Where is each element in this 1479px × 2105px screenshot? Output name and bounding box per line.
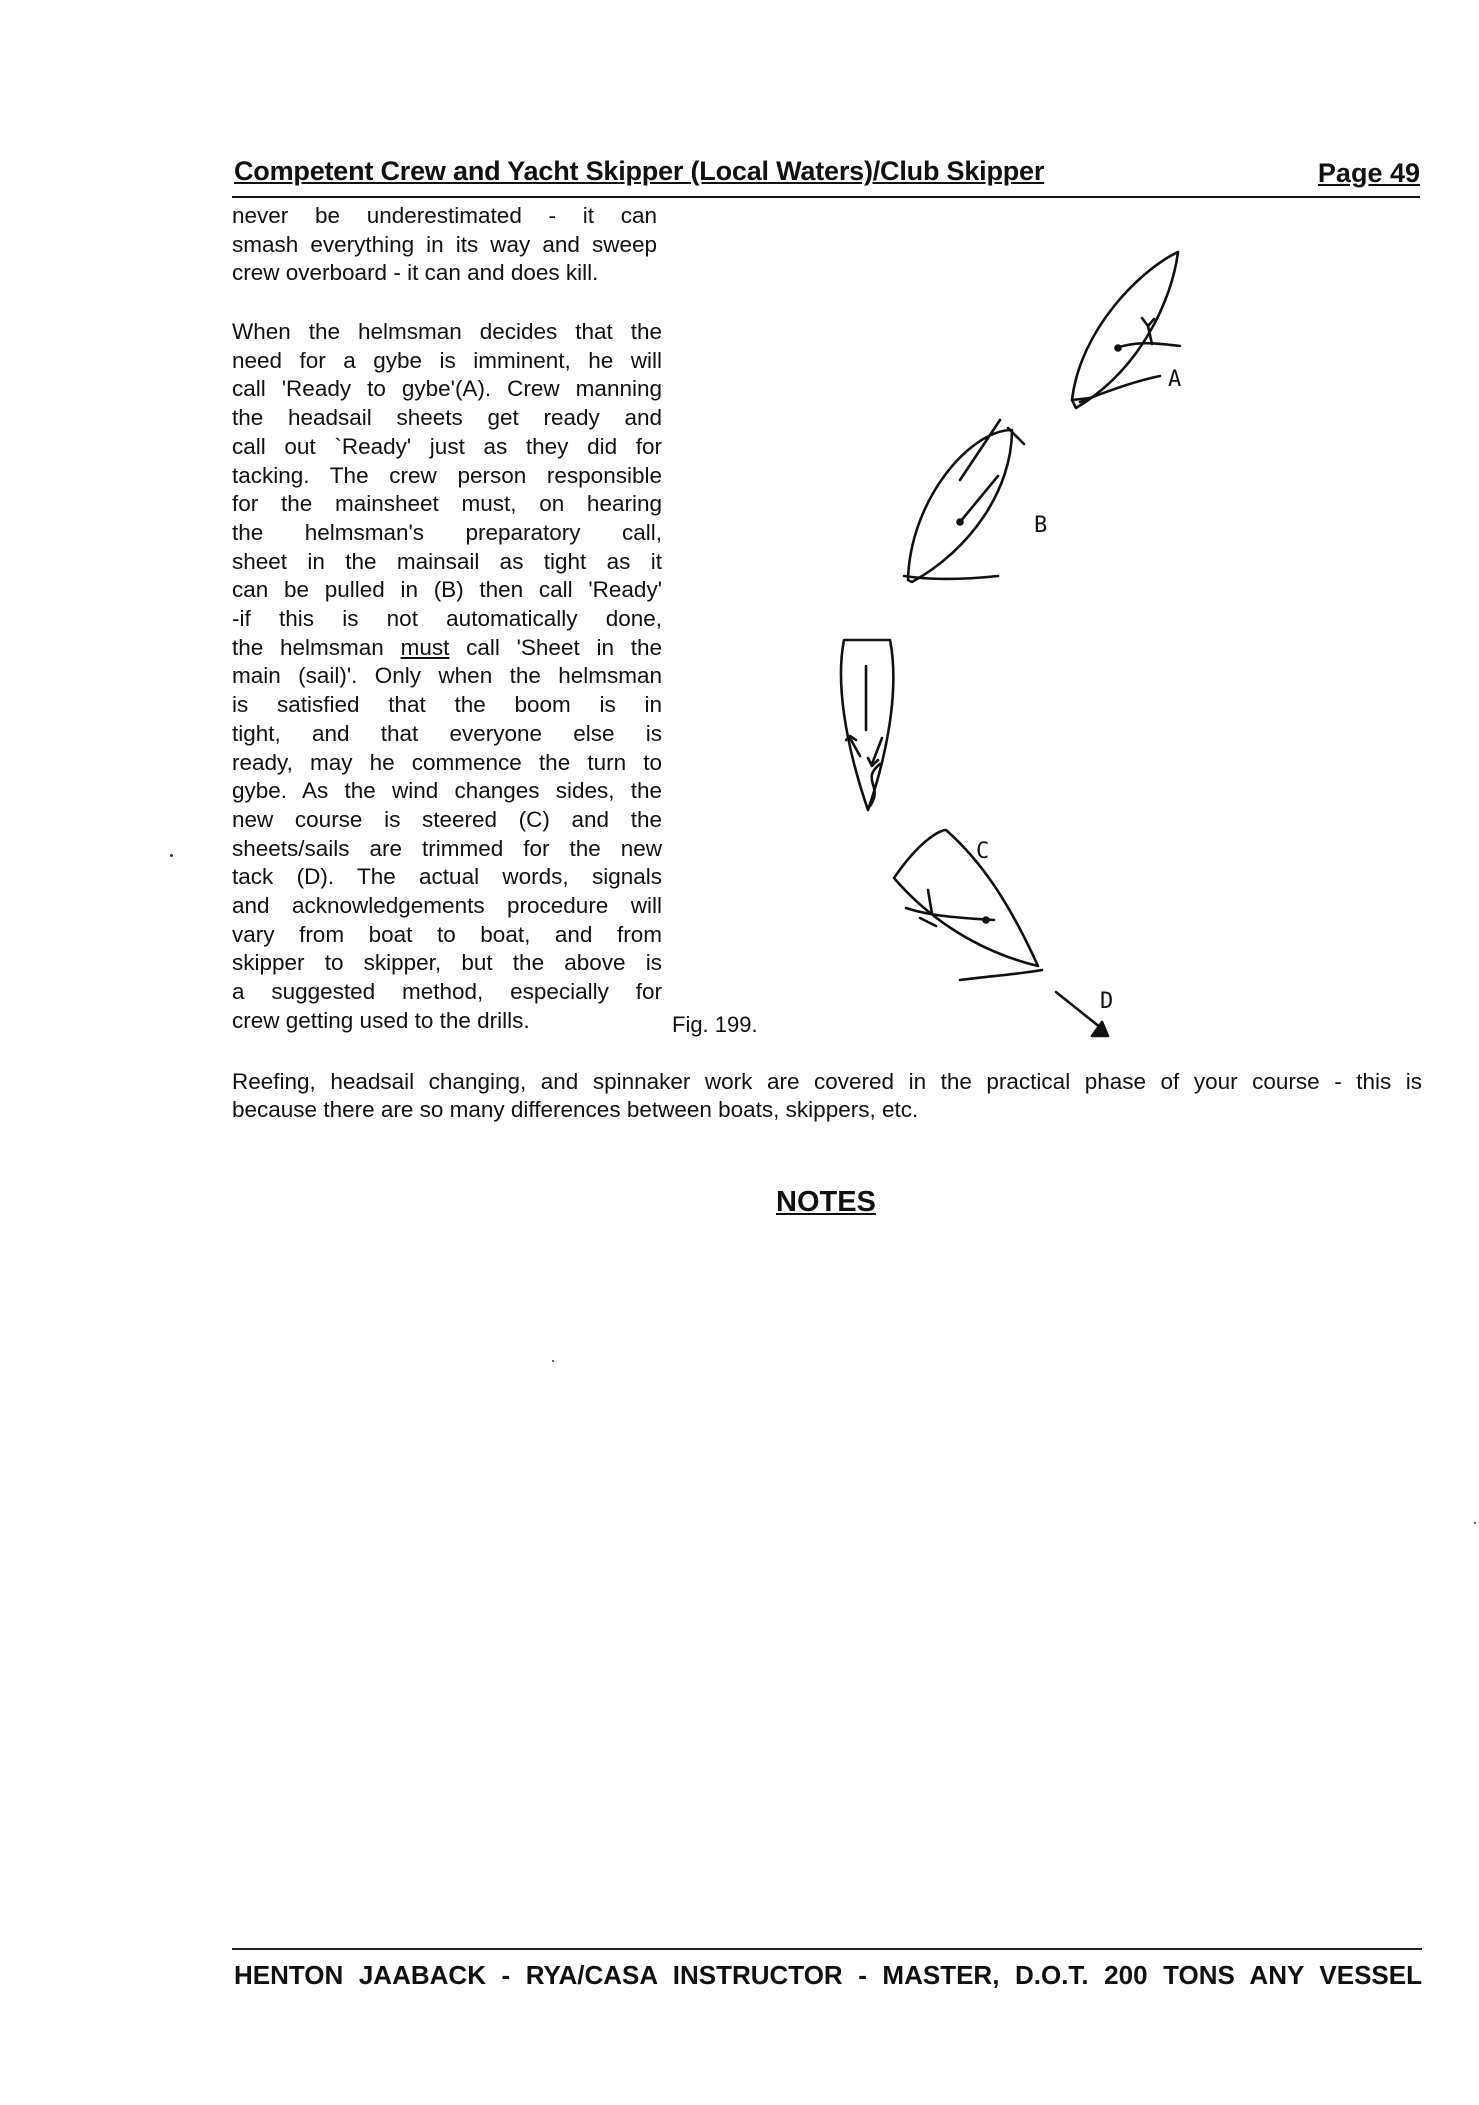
boat-c-running	[841, 640, 893, 810]
text-line: is satisfied that the boom is in	[232, 692, 662, 718]
text-line: never be underestimated - it can	[232, 203, 657, 228]
boat-b-hull	[908, 430, 1012, 582]
text-line: When the helmsman decides that the	[232, 319, 662, 344]
text-line: gybe. As the wind changes sides, the	[232, 778, 662, 804]
text-line: -if this is not automatically done,	[232, 606, 662, 632]
page-number: Page 49	[1317, 158, 1420, 188]
text-line: the helmsman's preparatory call,	[232, 519, 662, 545]
paragraph-closing	[232, 1068, 1422, 1124]
text-line: for the mainsheet must, on hearing	[232, 491, 662, 517]
label-c: C	[976, 839, 990, 864]
label-b: B	[1034, 513, 1048, 538]
text-line: call out `Ready' just as they did for	[232, 433, 662, 459]
gybe-sequence-drawing	[780, 240, 1240, 1060]
boat-c-wake	[960, 970, 1042, 980]
text-line: tight, and that everyone else is	[232, 720, 662, 746]
boat-c	[894, 830, 1042, 980]
text-line: crew overboard - it can and does kill.	[232, 260, 599, 286]
boat-a-arrow-head	[1142, 318, 1154, 326]
boat-a-boom	[1116, 343, 1180, 348]
text-line: because there are so many differences between boats, skippers, etc.	[232, 1097, 919, 1122]
figure-caption: Fig. 199.	[672, 1012, 758, 1037]
page-footer: HENTON JAABACK - RYA/CASA INSTRUCTOR - MASTER, D.O.T. 200 TONS ANY VESSEL	[234, 1960, 1422, 1990]
text-line: need for a gybe is imminent, he will	[232, 347, 662, 373]
document-title: Competent Crew and Yacht Skipper (Local Waters)/Club Skipper	[234, 156, 1045, 186]
text-line: the headsail sheets get ready and	[232, 405, 662, 431]
text-fragment: call 'Sheet in the	[449, 634, 662, 660]
boat-a	[1072, 252, 1180, 408]
text-line: and acknowledgements procedure will	[232, 893, 662, 919]
boat-c-hull	[894, 830, 1038, 966]
text-line: main (sail)'. Only when the helmsman	[232, 663, 662, 689]
paragraph-gybe-procedure	[232, 318, 662, 1036]
scan-speck	[170, 854, 173, 857]
footer-rule	[232, 1948, 1422, 1950]
text-line-with-emphasis	[232, 634, 662, 663]
text-line: sheet in the mainsail as tight as it	[232, 548, 662, 574]
text-line: new course is steered (C) and the	[232, 806, 662, 832]
gybe-sequence-figure	[780, 240, 1240, 1060]
text-line: can be pulled in (B) then call 'Ready'	[232, 577, 662, 603]
notes-heading: NOTES	[776, 1186, 876, 1218]
text-fragment: the helmsman	[232, 634, 401, 660]
boat-b	[904, 420, 1024, 582]
scan-speck	[552, 1360, 554, 1362]
label-a: A	[1168, 367, 1182, 392]
boat-b-sail-line	[960, 476, 998, 522]
text-line: Reefing, headsail changing, and spinnaker work are covered in the practical phase of your course - this is	[232, 1069, 1422, 1094]
text-line: sheets/sails are trimmed for the new	[232, 835, 662, 861]
boat-b-wake	[904, 576, 998, 579]
paragraph-intro	[232, 202, 657, 288]
boat-a-mast	[1116, 346, 1121, 351]
text-line: a suggested method, especially for	[232, 979, 662, 1005]
boat-a-sail	[1080, 376, 1160, 402]
text-line: skipper to skipper, but the above is	[232, 950, 662, 976]
text-line: ready, may he commence the turn to	[232, 749, 662, 775]
scan-speck	[1474, 1522, 1476, 1524]
boat-c-sail-foot	[920, 918, 936, 926]
text-line: smash everything in its way and sweep	[232, 231, 657, 257]
text-line: call 'Ready to gybe'(A). Crew manning	[232, 376, 662, 402]
text-line: vary from boat to boat, and from	[232, 921, 662, 947]
page-header	[232, 156, 1420, 198]
boat-c-mast	[984, 918, 989, 923]
text-line: tack (D). The actual words, signals	[232, 864, 662, 890]
label-d: D	[1100, 989, 1114, 1014]
text-line: tacking. The crew person responsible	[232, 462, 662, 488]
text-line: crew getting used to the drills.	[232, 1007, 530, 1033]
boat-b-boom	[960, 420, 1000, 480]
emphasis-must: must	[400, 634, 450, 660]
